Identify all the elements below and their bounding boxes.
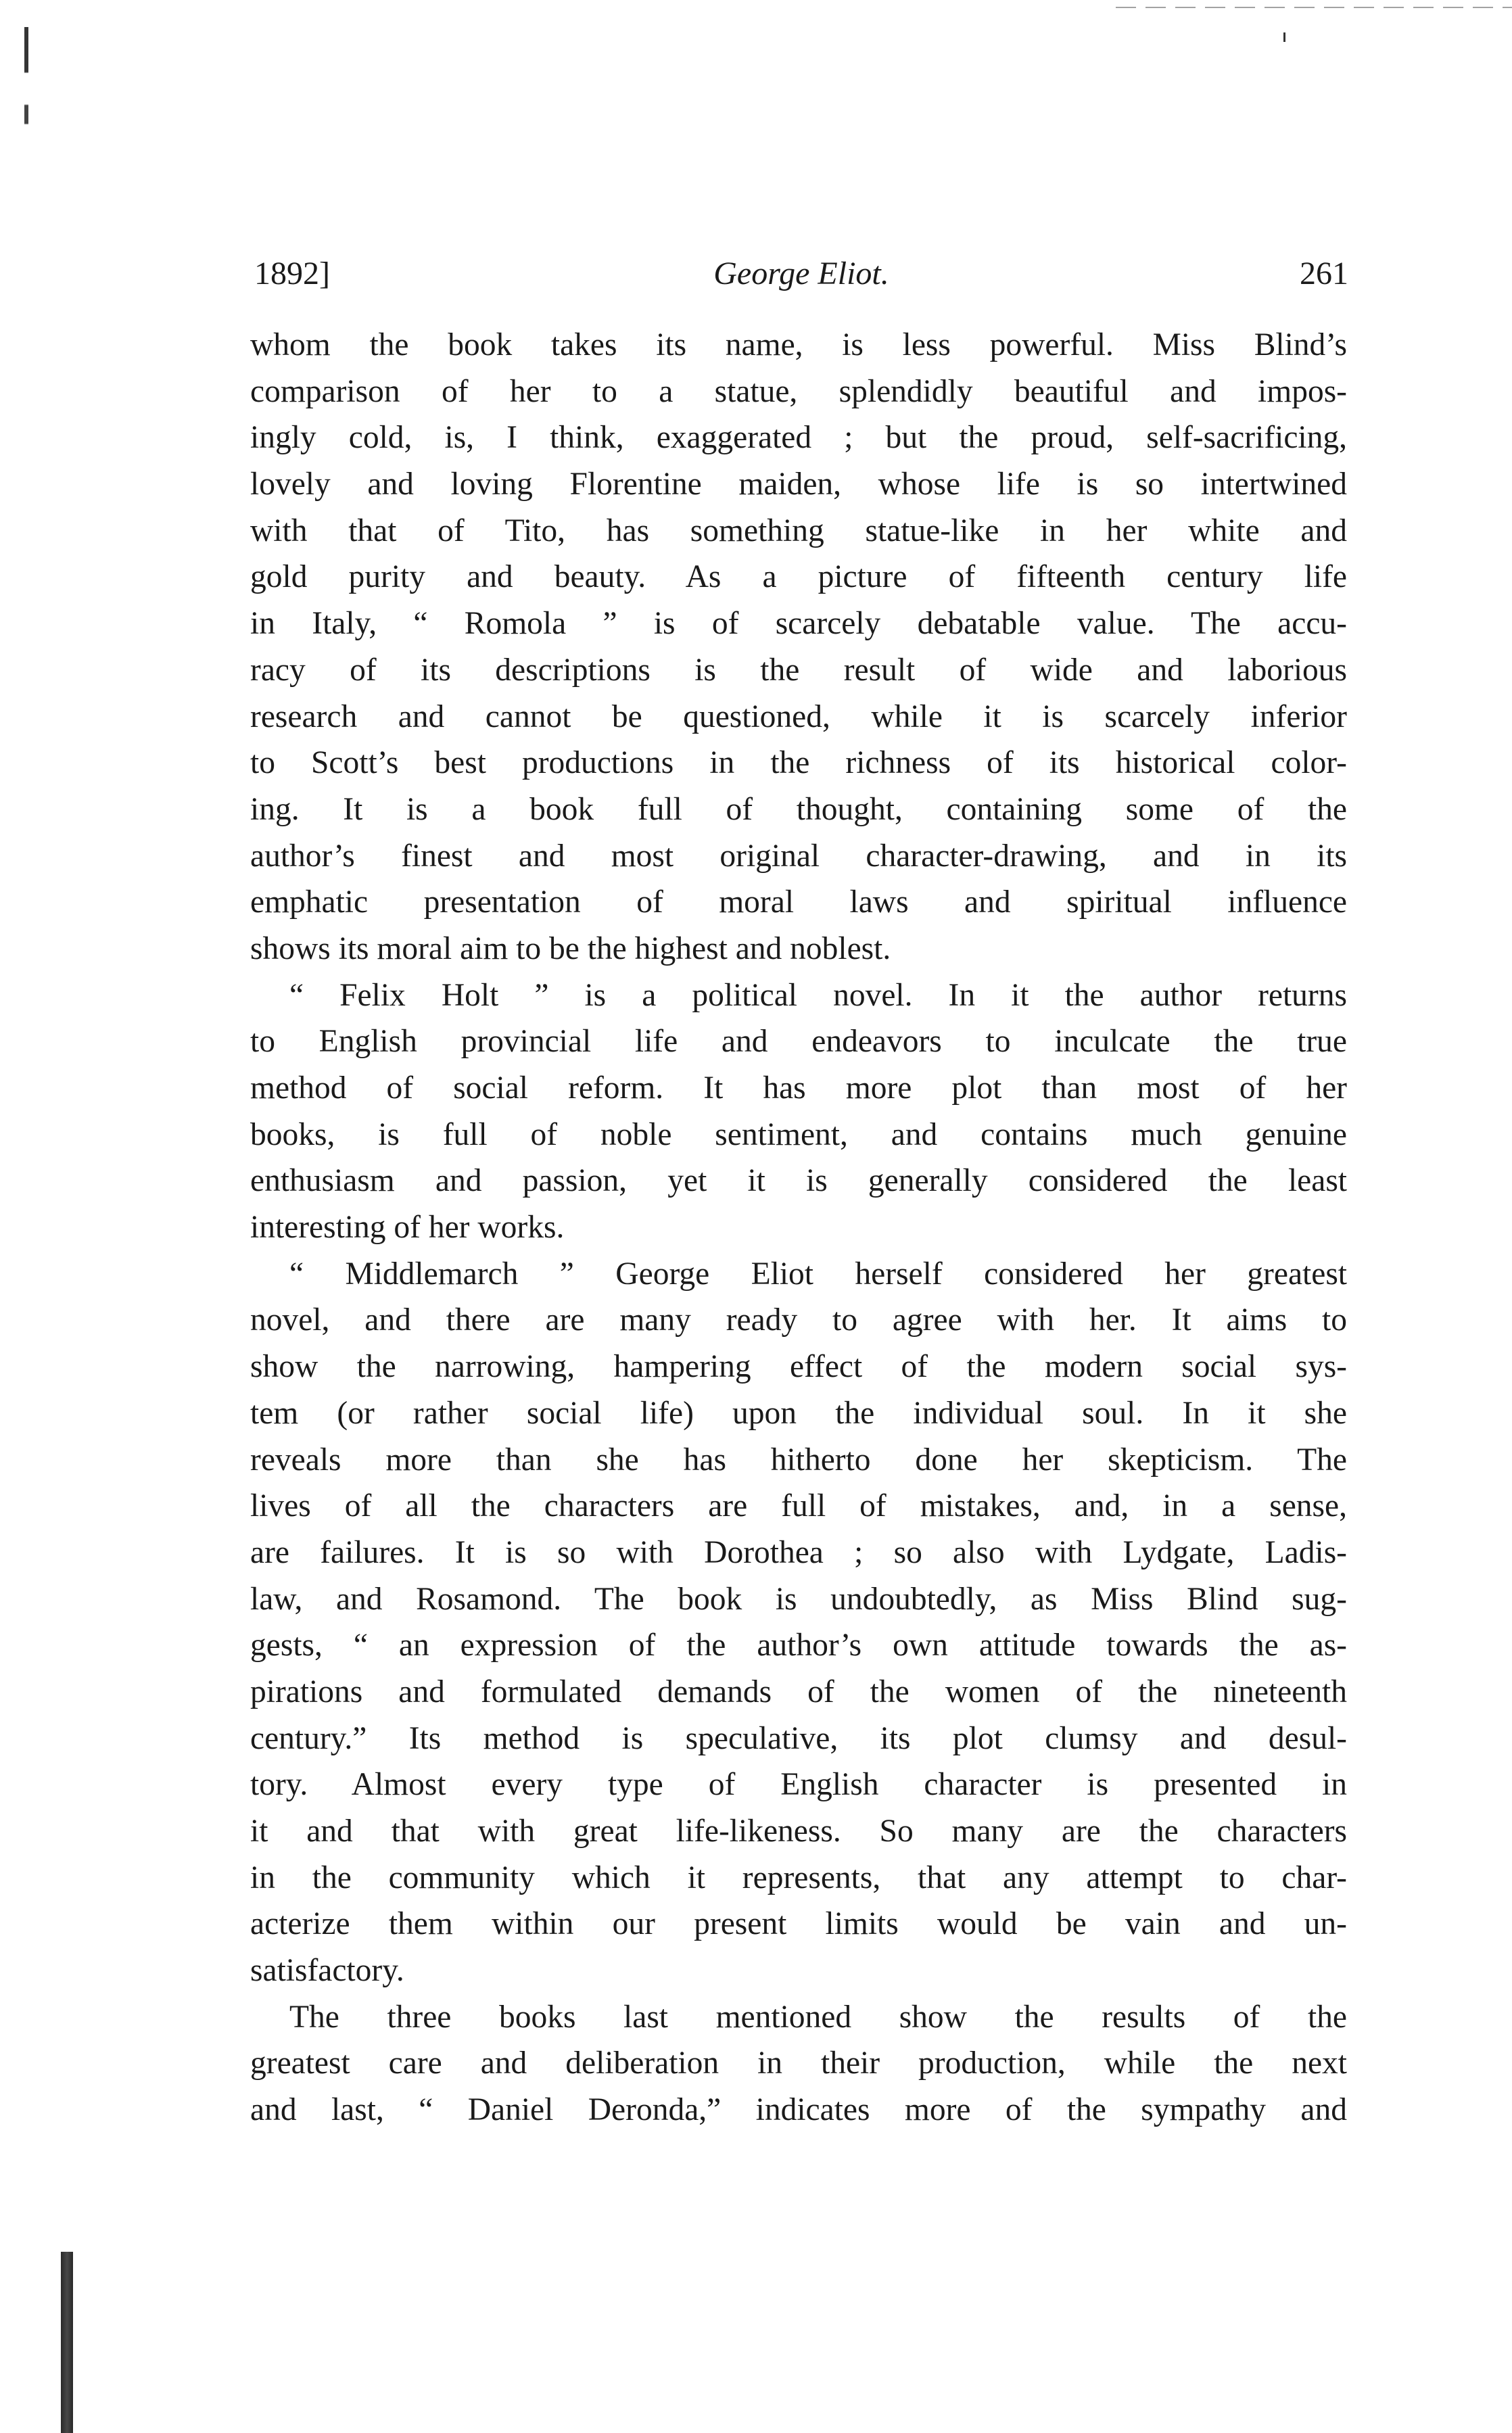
text-line: interesting of her works. xyxy=(250,1210,565,1246)
text-line: to English provincial life and endeavors to inculcate the true xyxy=(250,1024,1347,1060)
text-line: comparison of her to a statue, splendidly beautiful and impos- xyxy=(250,373,1347,409)
text-line: lovely and loving Florentine maiden, whose life is so intertwined xyxy=(250,467,1347,502)
text-line: enthusiasm and passion, yet it is generally considered the least xyxy=(250,1163,1347,1199)
text-line: are failures. It is so with Dorothea ; so also with Lydgate, Ladis- xyxy=(250,1534,1347,1570)
text-line: emphatic presentation of moral laws and spiritual influence xyxy=(250,884,1347,920)
text-line: “ Middlemarch ” George Eliot herself considered her greatest xyxy=(289,1256,1347,1292)
text-line: satisfactory. xyxy=(250,1953,404,1989)
body-text xyxy=(250,322,1347,2133)
scan-edge-rule-top xyxy=(1116,7,1512,8)
text-line: research and cannot be questioned, while it is scarcely inferior xyxy=(250,699,1347,734)
text-line: tem (or rather social life) upon the individual soul. In it she xyxy=(250,1395,1347,1431)
text-line: novel, and there are many ready to agree with her. It aims to xyxy=(250,1302,1347,1338)
text-line: gold purity and beauty. As a picture of fifteenth century life xyxy=(250,559,1347,595)
text-line: pirations and formulated demands of the women of the nineteenth xyxy=(250,1674,1347,1709)
text-line: show the narrowing, hampering effect of the modern social sys- xyxy=(250,1349,1347,1385)
running-head-year: 1892] xyxy=(254,256,330,291)
text-line: lives of all the characters are full of mistakes, and, in a sense, xyxy=(250,1488,1347,1524)
text-line: shows its moral aim to be the highest and noblest. xyxy=(250,930,891,966)
text-line: author’s finest and most original character-drawing, and in its xyxy=(250,838,1347,874)
running-head-title: George Eliot. xyxy=(713,256,889,291)
text-line: The three books last mentioned show the results of the xyxy=(289,1999,1347,2035)
text-line: in the community which it represents, that any attempt to char- xyxy=(250,1860,1347,1895)
text-line: acterize them within our present limits would be vain and un- xyxy=(250,1906,1347,1942)
scan-edge-mark-top-left xyxy=(24,27,28,156)
text-line: racy of its descriptions is the result of wide and laborious xyxy=(250,652,1347,688)
text-line: tory. Almost every type of English character is presented in xyxy=(250,1767,1347,1803)
running-head xyxy=(254,250,1348,298)
scan-edge-mark-bottom-left xyxy=(61,2252,73,2433)
text-line: whom the book takes its name, is less powerful. Miss Blind’s xyxy=(250,327,1347,362)
text-line: greatest care and deliberation in their production, while the next xyxy=(250,2046,1347,2081)
text-line: method of social reform. It has more plot than most of her xyxy=(250,1070,1347,1106)
text-line: ingly cold, is, I think, exaggerated ; but the proud, self-sacrificing, xyxy=(250,420,1347,456)
text-line: gests, “ an expression of the author’s own attitude towards the as- xyxy=(250,1628,1347,1663)
text-line: reveals more than she has hitherto done her skepticism. The xyxy=(250,1442,1347,1478)
text-line: law, and Rosamond. The book is undoubtedly, as Miss Blind sug- xyxy=(250,1581,1347,1617)
text-line: in Italy, “ Romola ” is of scarcely debatable value. The accu- xyxy=(250,606,1347,642)
text-line: it and that with great life-likeness. So many are the characters xyxy=(250,1814,1347,1849)
page-number: 261 xyxy=(1300,256,1348,291)
scan-edge-tick-top xyxy=(1283,32,1285,42)
text-line: with that of Tito, has something statue-like in her white and xyxy=(250,513,1347,548)
text-line: books, is full of noble sentiment, and contains much genuine xyxy=(250,1116,1347,1152)
text-line: century.” Its method is speculative, its plot clumsy and desul- xyxy=(250,1720,1347,1756)
text-line: to Scott’s best productions in the richness of its historical color- xyxy=(250,745,1347,781)
text-line: ing. It is a book full of thought, containing some of the xyxy=(250,791,1347,827)
text-line: “ Felix Holt ” is a political novel. In it the author returns xyxy=(289,977,1347,1013)
text-line: and last, “ Daniel Deronda,” indicates more of the sympathy and xyxy=(250,2092,1347,2128)
